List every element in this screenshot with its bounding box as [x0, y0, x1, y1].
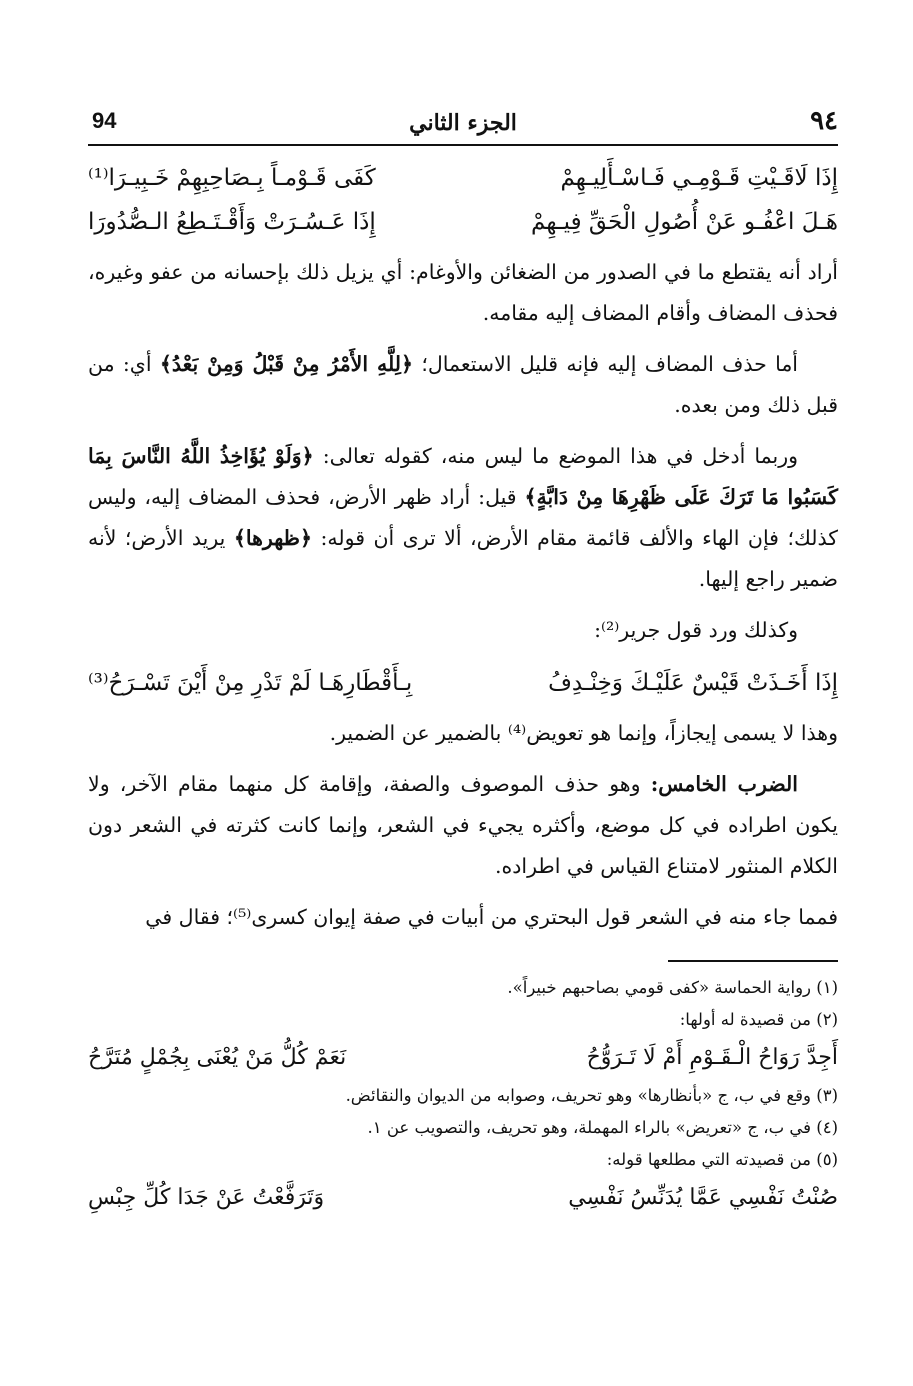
quran-quote: ﴿لِلَّهِ الأَمْرُ مِنْ قَبْلُ وَمِنْ بَعْدُ﴾	[159, 352, 414, 376]
verse-line	[88, 156, 838, 200]
footnote-rule	[668, 960, 838, 962]
verse-first-hemistich: إِذَا لَاقَـيْتِ قَـوْمِـي فَـاسْـأَلِيـهِمْ	[560, 165, 838, 191]
footnote-5: (٥) من قصيدته التي مطلعها قوله:	[606, 1150, 838, 1169]
verse-second-hemistich: كَفَى قَـوْمـاً بِـصَاحِبِهِمْ خَـبِيـرَا⁽¹⁾	[88, 165, 376, 191]
footnote-verse	[88, 1036, 838, 1080]
paragraph-text: وهو حذف الموصوف والصفة، وإقامة كل منهما مقام الآخر، ولا يكون اطراده في كل موضع، وأكثره يجيء في الشعر، وإنما كانت كثرته في الشعر دون الكلام المنثور لامتناع القياس في اطراده.	[88, 772, 838, 878]
paragraph-4: وكذلك ورد قول جرير⁽²⁾:	[594, 618, 798, 642]
poem-block-2	[88, 661, 838, 705]
page-number-arabic: ٩٤	[810, 106, 838, 136]
paragraph-7: فمما جاء منه في الشعر قول البحتري من أبيات في صفة إيوان كسرى⁽⁵⁾؛ فقال في	[145, 905, 838, 929]
verse-second-hemistich: نَعَمْ كُلُّ مَنْ يُعْنَى بِجُمْلٍ مُتَرَّحُ	[88, 1045, 347, 1070]
verse-first-hemistich: إِذَا أَخَـذَتْ قَيْسٌ عَلَيْـكَ وَخِنْـدِفُ	[548, 670, 838, 696]
footnote-1: (١) رواية الحماسة «كفى قومي بصاحبهم خبيراً».	[507, 978, 838, 997]
quran-quote: ﴿وَلَوْ يُؤَاخِذُ اللَّهُ النَّاسَ بِمَا كَسَبُوا مَا تَرَكَ عَلَى ظَهْرِهَا مِنْ دَابَّةٍ﴾	[88, 444, 838, 509]
verse-line	[88, 661, 838, 705]
paragraph-text: يريد الأرض؛ لأنه ضمير راجع إليها.	[88, 526, 838, 591]
paragraph-2	[88, 344, 838, 426]
verse-first-hemistich: أَجِدَّ رَوَاحُ الْـقَـوْمِ أَمْ لَا تَـرَوُّحُ	[586, 1045, 838, 1070]
footnote-4: (٤) في ب، ج «تعريض» بالراء المهملة، وهو تحريف، والتصويب عن ١.	[367, 1118, 838, 1137]
verse-second-hemistich: وَتَرَفَّعْتُ عَنْ جَدَا كُلِّ جِبْسِ	[88, 1185, 325, 1210]
paragraph-text: أي: من قبل ذلك ومن بعده.	[88, 352, 838, 417]
running-title: الجزء الثاني	[409, 110, 517, 136]
verse-first-hemistich: هَـلَ اعْفُـو عَنْ أُصُولِ الْحَقِّ فِيـهِمْ	[531, 209, 838, 235]
quran-quote: ﴿ظهرها﴾	[233, 526, 312, 550]
paragraph-6	[88, 764, 838, 887]
header-rule	[88, 144, 838, 146]
page-number-latin: 94	[92, 108, 117, 133]
poem-block-1	[88, 156, 838, 244]
verse-first-hemistich: صُنْتُ نَفْسِي عَمَّا يُدَنِّسُ نَفْسِي	[568, 1185, 838, 1210]
section-lead: الضرب الخامس:	[650, 772, 798, 796]
footnote-verse	[88, 1176, 838, 1220]
verse-line	[88, 200, 838, 244]
paragraph-text: أما حذف المضاف إليه فإنه قليل الاستعمال؛	[421, 352, 798, 376]
footnote-2: (٢) من قصيدة له أولها:	[679, 1010, 838, 1029]
verse-second-hemistich: إِذَا عَـسُـرَتْ وَأَقْـتَـطِعُ الـصُّدُورَا	[88, 209, 376, 235]
footnotes	[88, 972, 838, 1220]
paragraph-5: وهذا لا يسمى إيجازاً، وإنما هو تعويض⁽⁴⁾ بالضمير عن الضمير.	[329, 721, 838, 745]
paragraph-1: أراد أنه يقتطع ما في الصدور من الضغائن والأوغام: أي يزيل ذلك بإحسانه من عفو وغيره، فحذف المضاف وأقام المضاف إليه مقامه.	[88, 260, 838, 325]
footnote-3: (٣) وقع في ب، ج «بأنظارها» وهو تحريف، وصوابه من الديوان والنقائض.	[345, 1086, 838, 1105]
page-header	[88, 100, 838, 144]
paragraph-text: وربما أدخل في هذا الموضع ما ليس منه، كقوله تعالى:	[322, 444, 798, 468]
verse-second-hemistich: بِـأَقْطَارِهَـا لَمْ تَدْرِ مِنْ أَيْنَ تَسْـرَحُ⁽³⁾	[88, 670, 413, 696]
paragraph-text: قيل: أراد ظهر الأرض، فحذف المضاف إليه، وليس كذلك؛ فإن الهاء والألف قائمة مقام الأرض، ألا ترى أن قوله:	[88, 485, 838, 550]
paragraph-3	[88, 436, 838, 600]
book-page	[88, 100, 838, 1220]
